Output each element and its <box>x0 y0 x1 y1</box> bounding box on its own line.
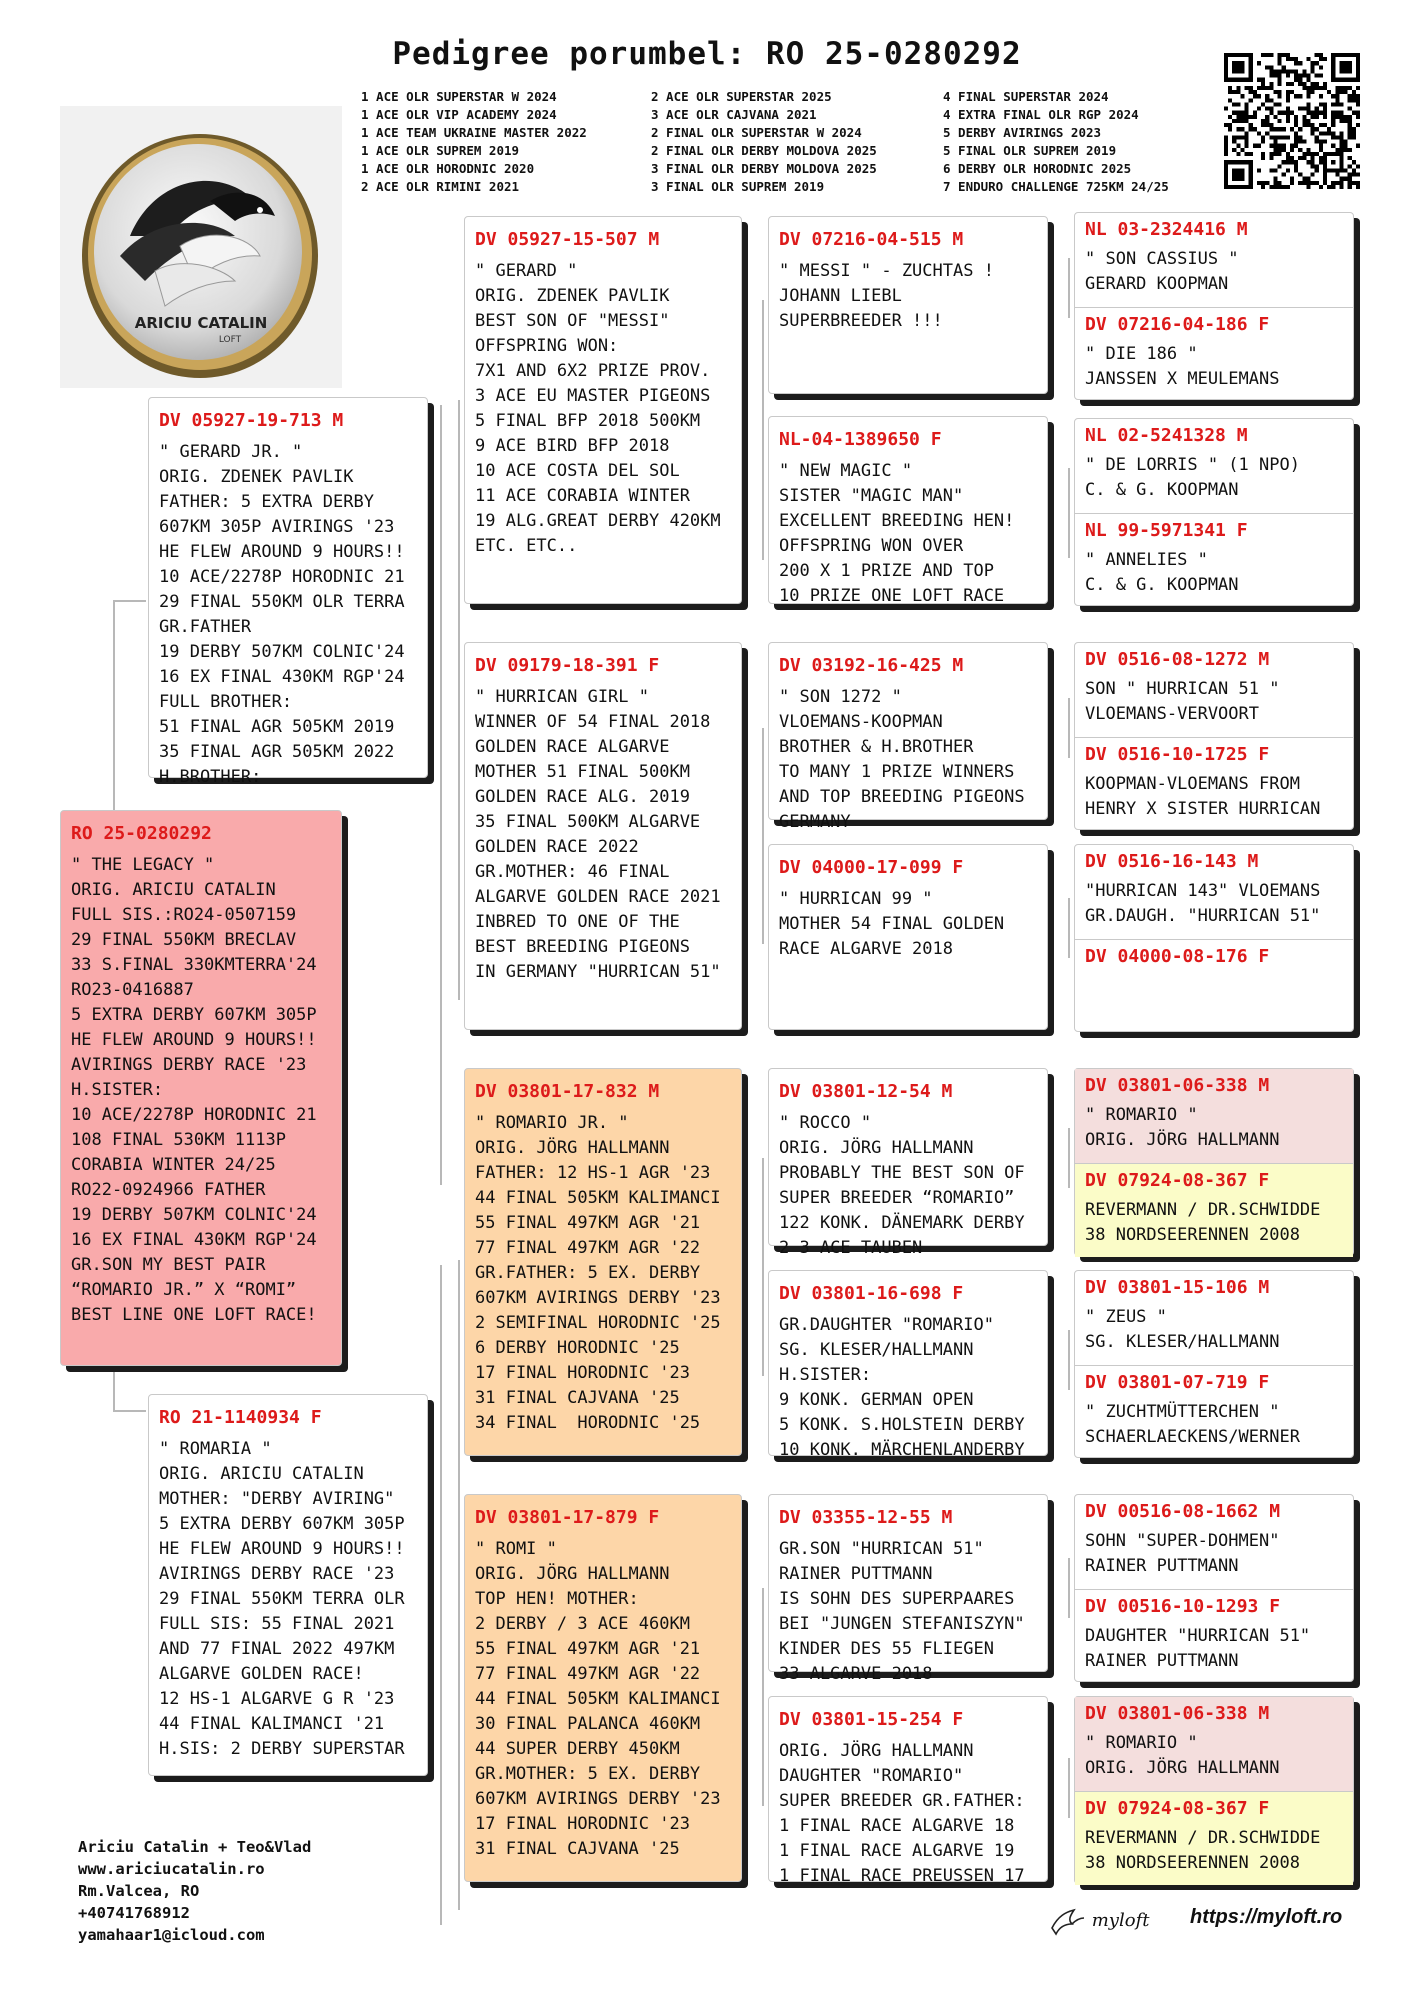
great-grandparent-card[interactable] <box>768 1696 1048 1886</box>
location: Rm.Valcea, RO <box>78 1882 200 1900</box>
pigeon-description: " NEW MAGIC " SISTER "MAGIC MAN" EXCELLENT BREEDING HEN! OFFSPRING WON OVER 200 X 1 PRIZE AND TOP 10 PRIZE ONE LOFT RACE <box>779 461 1015 606</box>
pigeon-description: SOHN "SUPER-DOHMEN" RAINER PUTTMANN <box>1085 1531 1280 1576</box>
achievement: 2 ACE OLR SUPERSTAR 2025 <box>651 89 832 104</box>
grandfather-maternal-card[interactable] <box>464 1068 742 1456</box>
ring-number: DV 00516-08-1662 M <box>1085 1501 1281 1522</box>
pigeon-description: " ROMARIO JR. " ORIG. JÖRG HALLMANN FATHER: 12 HS-1 AGR '23 44 FINAL 505KM KALIMANCI 55 FINAL 497KM AGR '21 77 FINAL 497KM AGR '22 GR.FATHER: 5 EX. DERBY 607KM AVIRINGS DERBY '23 2 SEMIFINAL HORODNIC '25 6 DERBY HORODNIC '25 17 FINAL HORODNIC '23 31 FINAL CAJVANA '25 34 FINAL HORODNIC '25 <box>475 1113 721 1433</box>
connector-line <box>458 400 460 1000</box>
pigeon-logo-icon <box>60 106 342 388</box>
grandfather-paternal-card[interactable] <box>464 216 742 604</box>
pigeon-card[interactable] <box>60 810 342 1366</box>
connector-line <box>762 1158 764 1376</box>
ancestor-pair-card[interactable] <box>1074 1494 1354 1682</box>
ancestor-entry[interactable] <box>1075 513 1353 607</box>
pigeon-description: " ZUCHTMÜTTERCHEN " SCHAERLAECKENS/WERNER <box>1085 1402 1300 1447</box>
pigeon-description: " DE LORRIS " (1 NPO) C. & G. KOOPMAN <box>1085 455 1300 500</box>
ring-number: RO 21-1140934 F <box>159 1407 322 1428</box>
connector-line <box>1068 698 1070 758</box>
pigeon-description: " ZEUS " SG. KLESER/HALLMANN <box>1085 1307 1280 1352</box>
pigeon-description: " DIE 186 " JANSSEN X MEULEMANS <box>1085 344 1280 389</box>
achievement: 2 FINAL OLR DERBY MOLDOVA 2025 <box>651 143 877 158</box>
connector-line <box>762 728 764 944</box>
pigeon-description: " HURRICAN 99 " MOTHER 54 FINAL GOLDEN RACE ALGARVE 2018 <box>779 889 1005 959</box>
great-grandparent-card[interactable] <box>768 1270 1048 1460</box>
pigeon-description: GR.SON "HURRICAN 51" RAINER PUTTMANN IS SOHN DES SUPERPAARES BEI "JUNGEN STEFANISZYN" KINDER DES 55 FLIEGEN 33 ALGARVE 2018 <box>779 1539 1025 1684</box>
ring-number: DV 07924-08-367 F <box>1085 1170 1270 1191</box>
ancestor-entry[interactable] <box>1075 643 1353 737</box>
ancestor-entry[interactable] <box>1075 1163 1353 1257</box>
ring-number: DV 07924-08-367 F <box>1085 1798 1270 1819</box>
myloft-url[interactable]: https://myloft.ro <box>1190 1906 1343 1928</box>
ring-number: DV 03355-12-55 M <box>779 1507 953 1528</box>
achievements-column-3 <box>943 88 1169 196</box>
ancestor-pair-card[interactable] <box>1074 1696 1354 1884</box>
myloft-text: myloft <box>1091 1910 1150 1931</box>
ring-number: DV 03801-17-832 M <box>475 1081 660 1102</box>
achievement: 1 ACE OLR HORODNIC 2020 <box>361 161 535 176</box>
pigeon-description: " HURRICAN GIRL " WINNER OF 54 FINAL 2018 GOLDEN RACE ALGARVE MOTHER 51 FINAL 500KM GOLDEN RACE ALG. 2019 35 FINAL 500KM ALGARVE GOLDEN RACE 2022 GR.MOTHER: 46 FINAL ALGARVE GOLDEN RACE 2021 INBRED TO ONE OF THE BEST BREEDING PIGEONS IN GERMANY "HURRICAN 51" <box>475 687 721 982</box>
ring-number: DV 03801-06-338 M <box>1085 1075 1270 1096</box>
ancestor-entry[interactable] <box>1075 1791 1353 1885</box>
ring-number: DV 05927-15-507 M <box>475 229 660 250</box>
page-title: Pedigree porumbel: RO 25-0280292 <box>392 36 1022 72</box>
achievement: 4 EXTRA FINAL OLR RGP 2024 <box>943 107 1139 122</box>
owner-name: Ariciu Catalin + Teo&Vlad <box>78 1838 312 1856</box>
connector-line <box>762 300 764 560</box>
connector-line <box>1068 258 1070 318</box>
ring-number: DV 09179-18-391 F <box>475 655 660 676</box>
ring-number: DV 03801-12-54 M <box>779 1081 953 1102</box>
ring-number: DV 03801-15-106 M <box>1085 1277 1270 1298</box>
ancestor-entry[interactable] <box>1075 213 1353 307</box>
connector-line <box>113 1410 146 1412</box>
connector-line <box>1068 898 1070 958</box>
ancestor-entry[interactable] <box>1075 1697 1353 1791</box>
ring-number: NL 99-5971341 F <box>1085 520 1248 541</box>
achievement: 5 DERBY AVIRINGS 2023 <box>943 125 1102 140</box>
pigeon-description: " ANNELIES " C. & G. KOOPMAN <box>1085 550 1239 595</box>
ring-number: DV 04000-17-099 F <box>779 857 964 878</box>
achievement: 1 ACE OLR VIP ACADEMY 2024 <box>361 107 557 122</box>
achievement: 1 ACE TEAM UKRAINE MASTER 2022 <box>361 125 587 140</box>
achievement: 1 ACE OLR SUPREM 2019 <box>361 143 520 158</box>
ring-number: NL 02-5241328 M <box>1085 425 1248 446</box>
great-grandparent-card[interactable] <box>768 1494 1048 1684</box>
pigeon-description: " SON CASSIUS " GERARD KOOPMAN <box>1085 249 1239 294</box>
ancestor-entry[interactable] <box>1075 737 1353 831</box>
ancestor-entry[interactable] <box>1075 307 1353 401</box>
bird-icon <box>1050 1906 1086 1936</box>
achievement: 6 DERBY OLR HORODNIC 2025 <box>943 161 1132 176</box>
pigeon-description: " ROMARIA " ORIG. ARICIU CATALIN MOTHER: "DERBY AVIRING" 5 EXTRA DERBY 607KM 305P HE FLEW AROUND 9 HOURS!! AVIRINGS DERBY RACE '23 29 FINAL 550KM TERRA OLR FULL SIS: 55 FINAL 2021 AND 77 FINAL 2022 497KM ALGARVE GOLDEN RACE! 12 HS-1 ALGARVE G R '23 44 FINAL KALIMANCI '21 H.SIS: 2 DERBY SUPERSTAR <box>159 1439 405 1759</box>
achievement: 1 ACE OLR SUPERSTAR W 2024 <box>361 89 557 104</box>
great-grandparent-card[interactable] <box>768 844 1048 1030</box>
ring-number: NL-04-1389650 F <box>779 429 942 450</box>
ancestor-pair-card[interactable] <box>1074 844 1354 1032</box>
father-card[interactable] <box>148 397 428 787</box>
connector-line <box>458 1260 460 1910</box>
pigeon-description: ORIG. JÖRG HALLMANN DAUGHTER "ROMARIO" SUPER BREEDER GR.FATHER: 1 FINAL RACE ALGARVE 18 1 FINAL RACE ALGARVE 19 1 FINAL RACE PREUSSEN 17 <box>779 1741 1025 1886</box>
connector-line <box>113 600 146 602</box>
pigeon-description: " THE LEGACY " ORIG. ARICIU CATALIN FULL SIS.:RO24-0507159 29 FINAL 550KM BRECLAV 33 S.FINAL 330KMTERRA'24 RO23-0416887 5 EXTRA DERBY 607KM 305P HE FLEW AROUND 9 HOURS!! AVIRINGS DERBY RACE '23 H.SISTER: 10 ACE/2278P HORODNIC 21 108 FINAL 530KM 1113P CORABIA WINTER 24/25 RO22-0924966 FATHER 19 DERBY 507KM COLNIC'24 16 EX FINAL 430KM RGP'24 GR.SON MY BEST PAIR “ROMARIO JR.” X “ROMI” BEST LINE ONE LOFT RACE! <box>71 855 317 1325</box>
great-grandparent-card[interactable] <box>768 216 1048 394</box>
email-address[interactable]: yamahaar1@icloud.com <box>78 1926 265 1944</box>
great-grandparent-card[interactable] <box>768 416 1048 604</box>
connector-line <box>1068 468 1070 558</box>
achievement: 5 FINAL OLR SUPREM 2019 <box>943 143 1117 158</box>
ring-number: DV 0516-10-1725 F <box>1085 744 1270 765</box>
ring-number: DV 04000-08-176 F <box>1085 946 1270 967</box>
pigeon-description: " ROMI " ORIG. JÖRG HALLMANN TOP HEN! MOTHER: 2 DERBY / 3 ACE 460KM 55 FINAL 497KM AGR '21 77 FINAL 497KM AGR '22 44 FINAL 505KM KALIMANCI 30 FINAL PALANCA 460KM 44 SUPER DERBY 450KM GR.MOTHER: 5 EX. DERBY 607KM AVIRINGS DERBY '23 17 FINAL HORODNIC '23 31 FINAL CAJVANA '25 <box>475 1539 721 1859</box>
ancestor-pair-card[interactable] <box>1074 1270 1354 1458</box>
achievement: 7 ENDURO CHALLENGE 725KM 24/25 <box>943 179 1169 194</box>
ancestor-entry[interactable] <box>1075 845 1353 939</box>
contact-info <box>78 1836 311 1946</box>
ancestor-entry[interactable] <box>1075 1069 1353 1163</box>
ring-number: NL 03-2324416 M <box>1085 219 1248 240</box>
pigeon-description: " ROMARIO " ORIG. JÖRG HALLMANN <box>1085 1105 1280 1150</box>
connector-line <box>440 405 442 1185</box>
ring-number: DV 03801-17-879 F <box>475 1507 660 1528</box>
grandmother-maternal-card[interactable] <box>464 1494 742 1882</box>
ancestor-pair-card[interactable] <box>1074 418 1354 606</box>
ring-number: DV 03801-06-338 M <box>1085 1703 1270 1724</box>
ring-number: DV 03801-15-254 F <box>779 1709 964 1730</box>
ancestor-pair-card[interactable] <box>1074 1068 1354 1256</box>
pigeon-description: " GERARD " ORIG. ZDENEK PAVLIK BEST SON OF "MESSI" OFFSPRING WON: 7X1 AND 6X2 PRIZE PROV. 3 ACE EU MASTER PIGEONS 5 FINAL BFP 2018 500KM 9 ACE BIRD BFP 2018 10 ACE COSTA DEL SOL 11 ACE CORABIA WINTER 19 ALG.GREAT DERBY 420KM ETC. ETC.. <box>475 261 721 556</box>
ring-number: DV 03801-07-719 F <box>1085 1372 1270 1393</box>
pigeon-description: " ROCCO " ORIG. JÖRG HALLMANN PROBABLY THE BEST SON OF SUPER BREEDER “ROMARIO” 122 KONK. DÄNEMARK DERBY 2 3 ACE TAUBEN <box>779 1113 1025 1258</box>
connector-line <box>1068 1128 1070 1188</box>
pigeon-description: "HURRICAN 143" VLOEMANS GR.DAUGH. "HURRICAN 51" <box>1085 881 1321 926</box>
ring-number: RO 25-0280292 <box>71 823 212 844</box>
pigeon-description: KOOPMAN-VLOEMANS FROM HENRY X SISTER HURRICAN <box>1085 774 1321 819</box>
ancestor-entry[interactable] <box>1075 419 1353 513</box>
great-grandparent-card[interactable] <box>768 642 1048 832</box>
connector-line <box>440 1265 442 1925</box>
ancestor-pair-card[interactable] <box>1074 642 1354 830</box>
achievement: 3 ACE OLR CAJVANA 2021 <box>651 107 817 122</box>
pigeon-description: " SON 1272 " VLOEMANS-KOOPMAN BROTHER & H.BROTHER TO MANY 1 PRIZE WINNERS AND TOP BREEDING PIGEONS GERMANY <box>779 687 1025 832</box>
achievement: 3 FINAL OLR DERBY MOLDOVA 2025 <box>651 161 877 176</box>
qr-code-icon[interactable] <box>1224 53 1360 189</box>
phone-number[interactable]: +40741768912 <box>78 1904 190 1922</box>
pigeon-description: " GERARD JR. " ORIG. ZDENEK PAVLIK FATHER: 5 EXTRA DERBY 607KM 305P AVIRINGS '23 HE FLEW AROUND 9 HOURS!! 10 ACE/2278P HORODNIC 21 29 FINAL 550KM OLR TERRA GR.FATHER 19 DERBY 507KM COLNIC'24 16 EX FINAL 430KM RGP'24 FULL BROTHER: 51 FINAL AGR 505KM 2019 35 FINAL AGR 505KM 2022 H.BROTHER: <box>159 442 405 787</box>
ring-number: DV 05927-19-713 M <box>159 410 344 431</box>
grandmother-paternal-card[interactable] <box>464 642 742 1030</box>
pigeon-description: REVERMANN / DR.SCHWIDDE 38 NORDSEERENNEN 2008 <box>1085 1828 1321 1873</box>
ring-number: DV 07216-04-515 M <box>779 229 964 250</box>
connector-line <box>1068 1758 1070 1818</box>
achievement: 3 FINAL OLR SUPREM 2019 <box>651 179 825 194</box>
connector-line <box>762 1588 764 1806</box>
pigeon-description: " ROMARIO " ORIG. JÖRG HALLMANN <box>1085 1733 1280 1778</box>
logo-subtext: LOFT <box>218 335 242 345</box>
ancestor-pair-card[interactable] <box>1074 212 1354 400</box>
achievement: 2 ACE OLR RIMINI 2021 <box>361 179 520 194</box>
ring-number: DV 03192-16-425 M <box>779 655 964 676</box>
ring-number: DV 0516-16-143 M <box>1085 851 1259 872</box>
website-link[interactable]: www.ariciucatalin.ro <box>78 1860 265 1878</box>
ancestor-entry[interactable] <box>1075 1589 1353 1683</box>
ancestor-entry[interactable] <box>1075 1495 1353 1589</box>
connector-line <box>1068 1330 1070 1390</box>
connector-line <box>1068 1558 1070 1618</box>
ring-number: DV 00516-10-1293 F <box>1085 1596 1281 1617</box>
ring-number: DV 0516-08-1272 M <box>1085 649 1270 670</box>
myloft-logo <box>1050 1906 1149 1936</box>
pigeon-description: DAUGHTER "HURRICAN 51" RAINER PUTTMANN <box>1085 1626 1311 1671</box>
achievements-column-1 <box>361 88 587 196</box>
great-grandparent-card[interactable] <box>768 1068 1048 1258</box>
mother-card[interactable] <box>148 1394 428 1776</box>
ancestor-entry[interactable] <box>1075 1271 1353 1365</box>
pigeon-description: " MESSI " - ZUCHTAS ! JOHANN LIEBL SUPERBREEDER !!! <box>779 261 994 331</box>
pigeon-description: SON " HURRICAN 51 " VLOEMANS-VERVOORT <box>1085 679 1280 724</box>
ring-number: DV 03801-16-698 F <box>779 1283 964 1304</box>
achievement: 4 FINAL SUPERSTAR 2024 <box>943 89 1109 104</box>
pigeon-description: REVERMANN / DR.SCHWIDDE 38 NORDSEERENNEN 2008 <box>1085 1200 1321 1245</box>
achievement: 2 FINAL OLR SUPERSTAR W 2024 <box>651 125 862 140</box>
ancestor-entry[interactable] <box>1075 1365 1353 1459</box>
ancestor-entry[interactable] <box>1075 939 1353 1033</box>
ring-number: DV 07216-04-186 F <box>1085 314 1270 335</box>
achievements-column-2 <box>651 88 877 196</box>
logo-text: ARICIU CATALIN <box>134 314 268 332</box>
loft-logo <box>60 106 342 388</box>
pigeon-description: GR.DAUGHTER "ROMARIO" SG. KLESER/HALLMANN H.SISTER: 9 KONK. GERMAN OPEN 5 KONK. S.HOLSTEIN DERBY 10 KONK. MÄRCHENLANDERBY <box>779 1315 1025 1460</box>
